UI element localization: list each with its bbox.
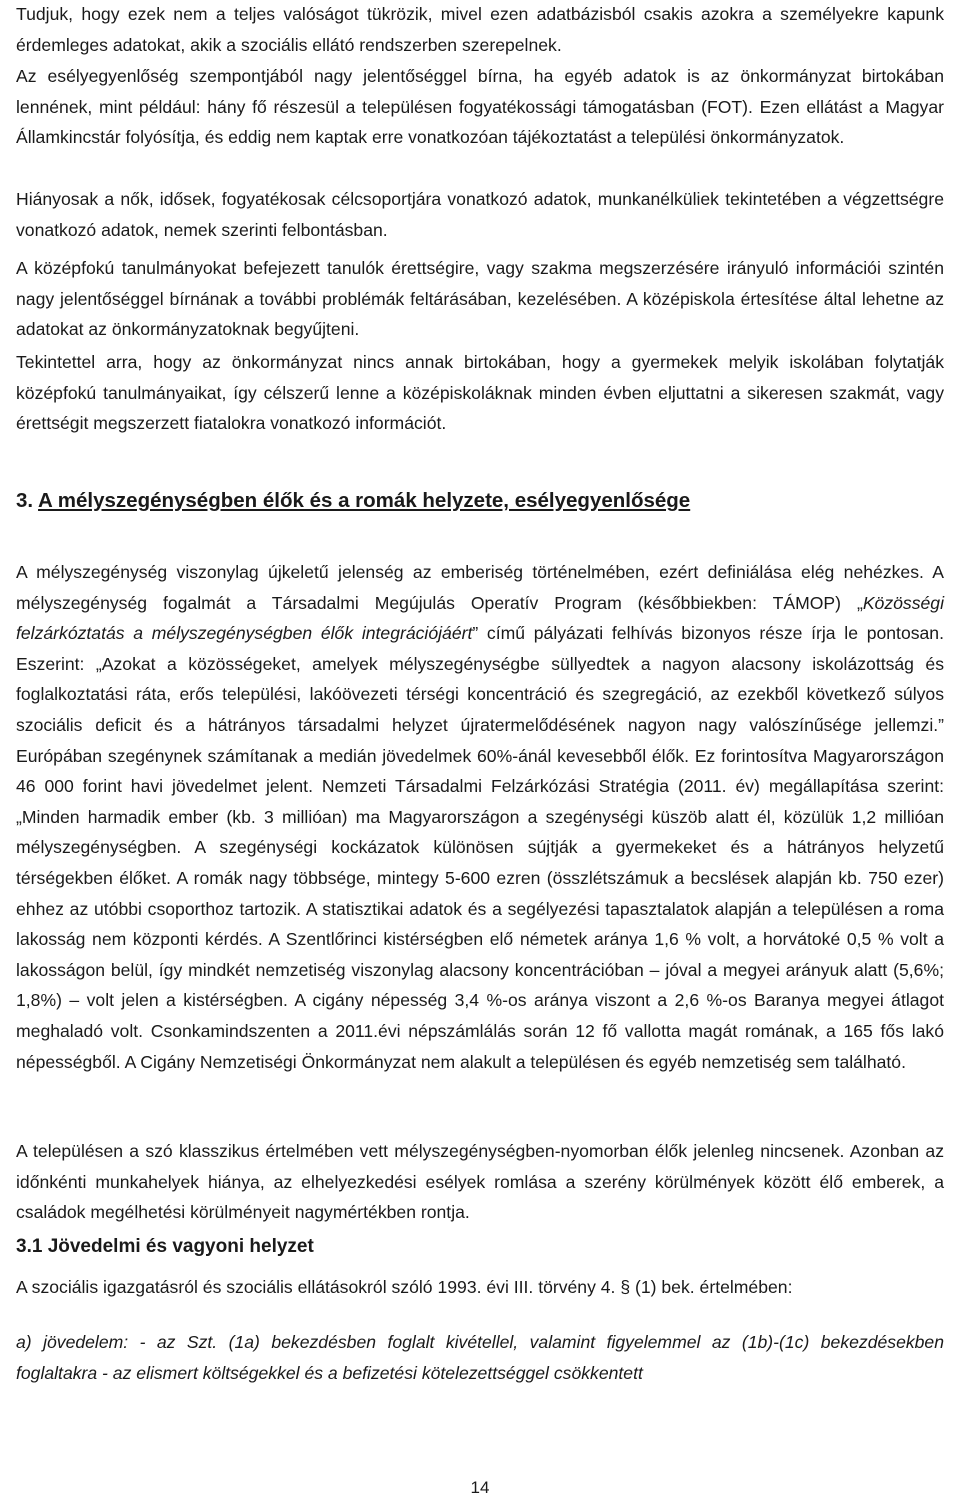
program-title-italic: Közösségi felzárkóztatás a mélyszegénységben élők integrációjáért bbox=[16, 592, 944, 644]
paragraph-law-reference: A szociális igazgatásról és szociális ellátásokról szóló 1993. évi III. törvény 4. § (1) bek. értelmében: bbox=[16, 1277, 793, 1297]
page-number: 14 bbox=[470, 1478, 490, 1497]
paragraph-missing-target-groups: Hiányosak a nők, idősek, fogyatékosak célcsoportjára vonatkozó adatok, munkanélküliek tekintetében a végzettségre vonatkozó adatok, nemek szerinti felbontásban. bbox=[16, 189, 944, 240]
paragraph-missing-data-fot: Az esélyegyenlőség szempontjából nagy jelentőséggel bírna, ha egyéb adatok is az önkormányzat birtokában lennének, mint például: hány fő részesül a településen fogyatékossági támogatásban (FOT). Ezen ellátást a Magyar Államkincstár folyósítja, és eddig nem kaptak erre vonatkozóan tájékoztatást a települési önkormányzatok. bbox=[16, 66, 944, 148]
paragraph-database-limits: Tudjuk, hogy ezek nem a teljes valóságot tükrözik, mivel ezen adatbázisból csakis azokra a személyekre kapunk érdemleges adatokat, akik a szociális ellátó rendszerben szerepelnek. bbox=[16, 4, 944, 55]
paragraph-secondary-education: A középfokú tanulmányokat befejezett tanulók érettségire, vagy szakma megszerzésére irányuló információi szintén nagy jelentőséggel bírnának a további problémák feltárásában, kezelésében. A középiskola értesítése által lehetne az adatokat az önkormányzatoknak begyűjteni. bbox=[16, 258, 944, 340]
paragraph-income-definition: a) jövedelem: - az Szt. (1a) bekezdésben foglalt kivétellel, valamint figyelemmel az (1b)-(1c) bekezdésekben foglaltakra - az elismert költségekkel és a befizetési kötelezettséggel csökkentett bbox=[16, 1332, 944, 1383]
section-title: A mélyszegénységben élők és a romák helyzete, esélyegyenlősége bbox=[38, 489, 691, 512]
paragraph-local-situation: A településen a szó klasszikus értelmében vett mélyszegénységben-nyomorban élők jelenleg nincsenek. Azonban az időnkénti munkahelyek hiánya, az elhelyezkedési esélyek romlása a szerény körülmények között élő emberek, a családok megélhetési körülményeit nagymértékben rontja. bbox=[16, 1141, 944, 1223]
section-heading-3 bbox=[16, 486, 690, 516]
subsection-heading-3-1: 3.1 Jövedelmi és vagyoni helyzet bbox=[16, 1236, 314, 1257]
text-run: A mélyszegénység viszonylag újkeletű jelenség az emberiség történelmében, ezért definiálása elég nehézkes. A mélyszegénység fogalmát a Társadalmi Megújulás Operatív Program (későbbiekben: TÁMOP) „ bbox=[16, 562, 944, 613]
text-run: ” című pályázati felhívás bizonyos része írja le pontosan. Eszerint: „Azokat a közösségeket, amelyek mélyszegénységbe süllyedtek a nagyon alacsony iskolázottság és foglalkoztatási ráta, erős települési, lakóövezeti térségi koncentráció és szegregáció, az ezekből következő súlyos szociális deficit és a hátrányos társadalmi helyzet újratermelődésének nagyon nagy valószínűsége jellemzi.” Európában szegénynek számítanak a medián jövedelmek 60%-ánál kevesebből élők. Ez forintosítva Magyarországon 46 000 forint havi jövedelmet jelent. Nemzeti Társadalmi Felzárkózási Stratégia (2011. év) megállapítása szerint:„Minden harmadik ember (kb. 3 millióan) ma Magyarországon a szegénységi küszöb alatt él, közülük 1,2 millióan mélyszegénységben. A szegénységi kockázatok különösen sújtják a gyermekeket és a hátrányos helyzetű térségekben élőket. A romák nagy többsége, mintegy 5-600 ezren (összlétszámuk a becslések alapján kb. 750 ezer) ehhez az utóbbi csoporthoz tartozik. A statisztikai adatok és a segélyezési tapasztalatok alapján a településen a roma lakosság nem központi kérdés. A Szentlőrinci kistérségben elő németek aránya 1,6 % volt, a horvátoké 0,5 % volt a lakosságon belül, így mindkét nemzetiség viszonylag alacsony koncentrációban – jóval a megyei arányuk alatt (5,6%; 1,8%) – volt jelen a kistérségben. A cigány népesség 3,4 %-os aránya viszont a 2,6 %-os Baranya megyei átlagot meghaladó volt. Csonkamindszenten a 2011.évi népszámlálás során 12 fő vallotta magát romának, a 165 fős lakó népességből. A Cigány Nemzetiségi Önkormányzat nem alakult a településen és egyéb nemzetiség sem található. bbox=[16, 623, 944, 1072]
paragraph-deep-poverty bbox=[16, 557, 944, 1077]
paragraph-school-information: Tekintettel arra, hogy az önkormányzat nincs annak birtokában, hogy a gyermekek melyik iskolában folytatják középfokú tanulmányaikat, így célszerű lenne a középiskoláknak minden évben eljuttatni a sikeresen szakmát, vagy érettségit megszerzett fiatalokra vonatkozó információt. bbox=[16, 352, 944, 434]
section-number: 3. bbox=[16, 489, 34, 512]
